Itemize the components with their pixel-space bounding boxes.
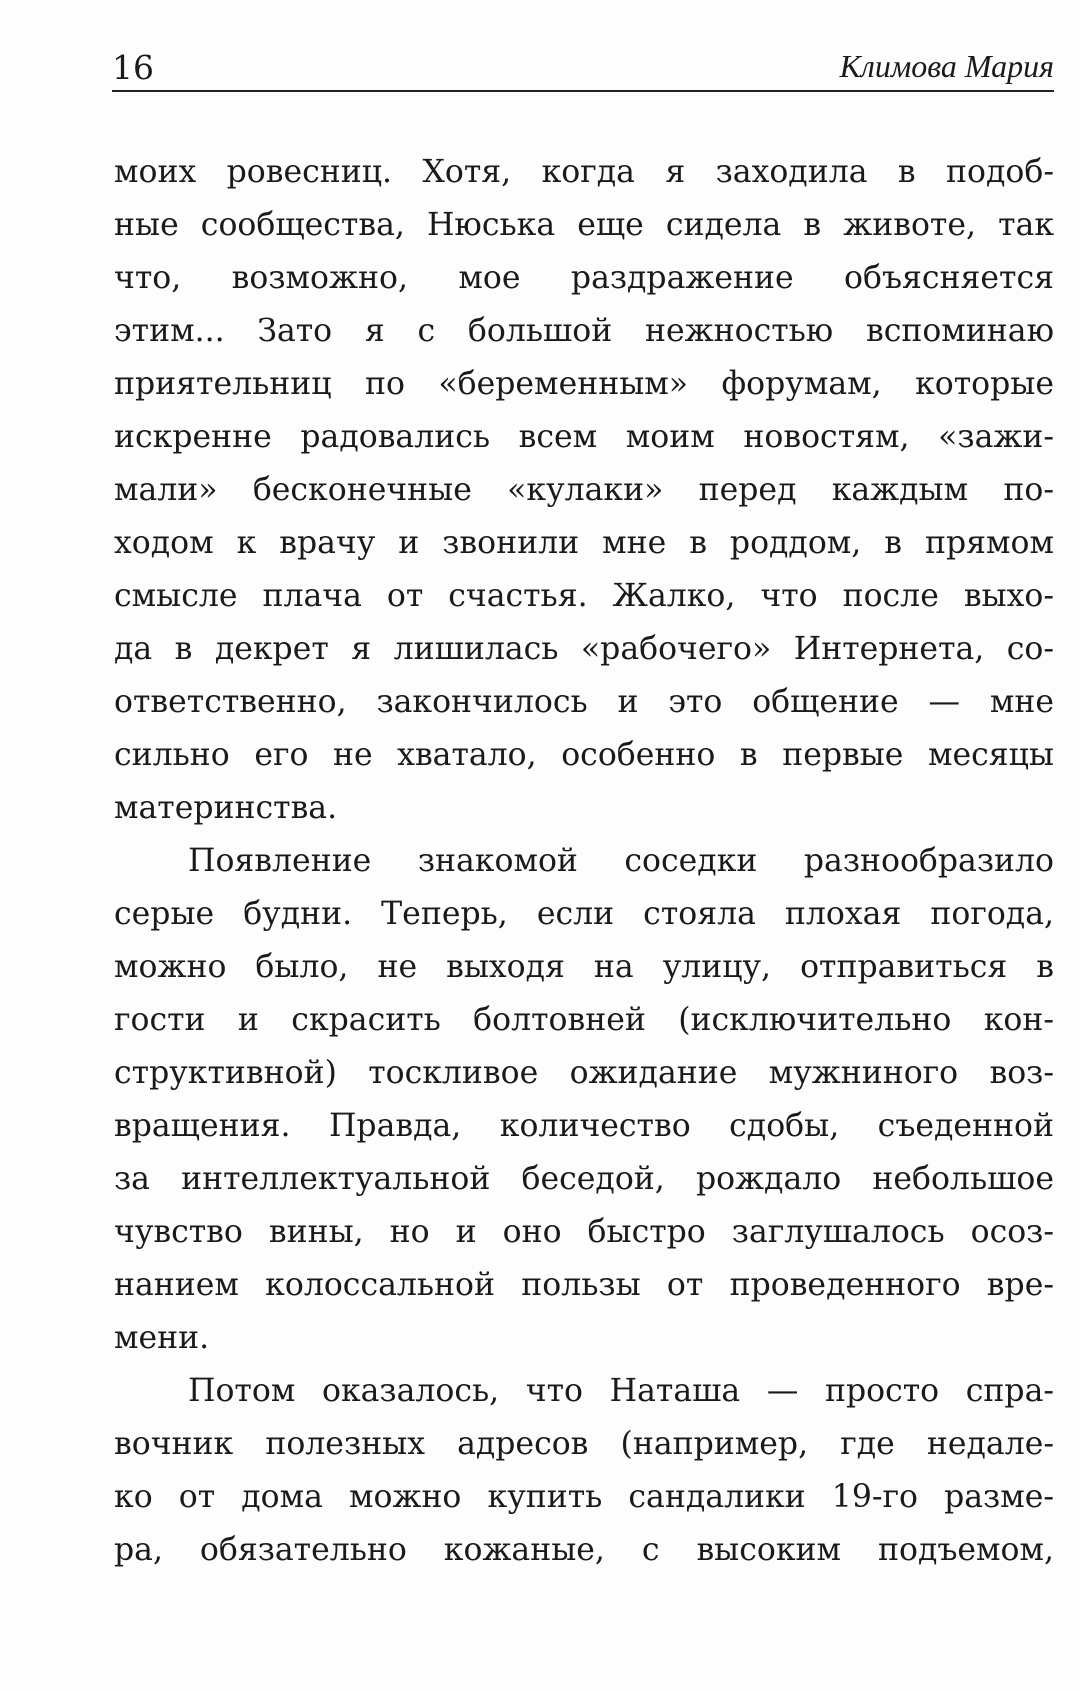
text-line: чувство вины, но и оно быстро заглушалось осоз- (114, 1214, 1054, 1250)
text-line: вочник полезных адресов (например, где недале- (114, 1426, 1054, 1462)
text-line: гости и скрасить болтовней (исключительно кон- (114, 1002, 1054, 1038)
text-line: ходом к врачу и звонили мне в роддом, в прямом (114, 525, 1054, 561)
text-line: сильно его не хватало, особенно в первые месяцы (114, 737, 1054, 773)
text-line: смысле плача от счастья. Жалко, что после выхо- (114, 578, 1054, 614)
text-line: искренне радовались всем моим новостям, «зажи- (114, 419, 1054, 455)
text-line: мени. (114, 1320, 210, 1356)
running-head (112, 44, 1054, 92)
text-line: ко от дома можно купить сандалики 19-го разме- (114, 1479, 1054, 1515)
text-line: ответственно, закончилось и это общение — мне (114, 684, 1054, 720)
paragraph (114, 835, 1054, 1365)
running-title: Климова Мария (839, 48, 1054, 84)
text-line: можно было, не выходя на улицу, отправиться в (114, 949, 1054, 985)
text-line: вращения. Правда, количество сдобы, съеденной (114, 1108, 1054, 1144)
paragraph (114, 1365, 1054, 1577)
text-line: серые будни. Теперь, если стояла плохая погода, (114, 896, 1054, 932)
text-line: мали» бесконечные «кулаки» перед каждым по- (114, 472, 1054, 508)
text-line: материнства. (114, 790, 338, 826)
text-line: да в декрет я лишилась «рабочего» Интернета, со- (114, 631, 1054, 667)
text-line: за интеллектуальной беседой, рождало небольшое (114, 1161, 1054, 1197)
text-line: моих ровесниц. Хотя, когда я заходила в подоб- (114, 154, 1054, 190)
text-line: Потом оказалось, что Наташа — просто спра- (188, 1373, 1054, 1409)
body-text (114, 146, 1054, 1577)
text-line: нанием колоссальной пользы от проведенного вре- (114, 1267, 1054, 1303)
text-line: Появление знакомой соседки разнообразило (188, 843, 1054, 879)
text-line: структивной) тоскливое ожидание мужниного воз- (114, 1055, 1054, 1091)
text-line: что, возможно, мое раздражение объясняется (114, 260, 1054, 296)
page-number: 16 (112, 48, 154, 87)
paragraph (114, 146, 1054, 835)
text-line: этим... Зато я с большой нежностью вспоминаю (114, 313, 1054, 349)
text-line: ра, обязательно кожаные, с высоким подъемом, (114, 1532, 1054, 1568)
text-line: ные сообщества, Нюська еще сидела в животе, так (114, 207, 1054, 243)
text-line: приятельниц по «беременным» форумам, которые (114, 366, 1054, 402)
